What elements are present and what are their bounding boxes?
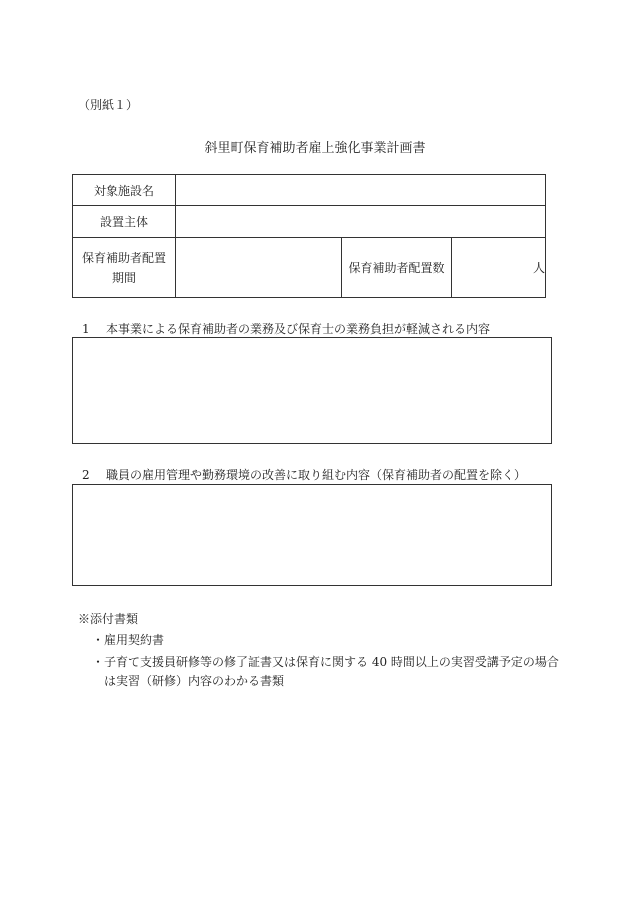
- section-2-heading: [82, 466, 526, 483]
- section-1-heading: [82, 320, 490, 337]
- placement-period-label: [73, 238, 176, 298]
- section-1-number: 1: [82, 322, 90, 336]
- placement-count-label: 保育補助者配置数: [342, 238, 452, 298]
- attachment-label: （別紙１）: [78, 98, 139, 112]
- section-1-text: 本事業による保育補助者の業務及び保育士の業務負担が軽減される内容: [106, 322, 491, 336]
- placement-period-label-line2: 期間: [111, 270, 136, 285]
- placement-period-label-line1: 保育補助者配置: [81, 250, 166, 265]
- bullet-mark: ・: [92, 655, 105, 669]
- facility-name-label: 対象施設名: [73, 175, 176, 206]
- attachments-list: [92, 631, 562, 694]
- section-2-number: 2: [82, 468, 90, 482]
- attachment-item-certificate: 子育て支援員研修等の修了証書又は保育に関する 40 時間以上の実習受講予定の場合は実習（研修）内容のわかる書類: [104, 655, 559, 688]
- placement-count-unit: 人: [533, 261, 546, 275]
- operator-field[interactable]: [176, 206, 546, 238]
- page-title: 斜里町保育補助者雇上強化事業計画書: [204, 141, 426, 156]
- list-item: [92, 653, 562, 691]
- facility-name-field[interactable]: [176, 175, 546, 206]
- placement-period-field[interactable]: [176, 238, 342, 298]
- section-2-box[interactable]: [72, 484, 552, 586]
- list-item: [92, 631, 562, 650]
- attachments-title: ※添付書類: [78, 612, 139, 626]
- section-2-text: 職員の雇用管理や勤務環境の改善に取り組む内容（保育補助者の配置を除く）: [106, 468, 527, 482]
- section-1-box[interactable]: [72, 337, 552, 444]
- bullet-mark: ・: [92, 633, 105, 647]
- operator-label: 設置主体: [73, 206, 176, 238]
- placement-count-field[interactable]: [452, 238, 546, 298]
- info-table: [72, 174, 546, 298]
- attachment-item-contract: 雇用契約書: [104, 633, 165, 647]
